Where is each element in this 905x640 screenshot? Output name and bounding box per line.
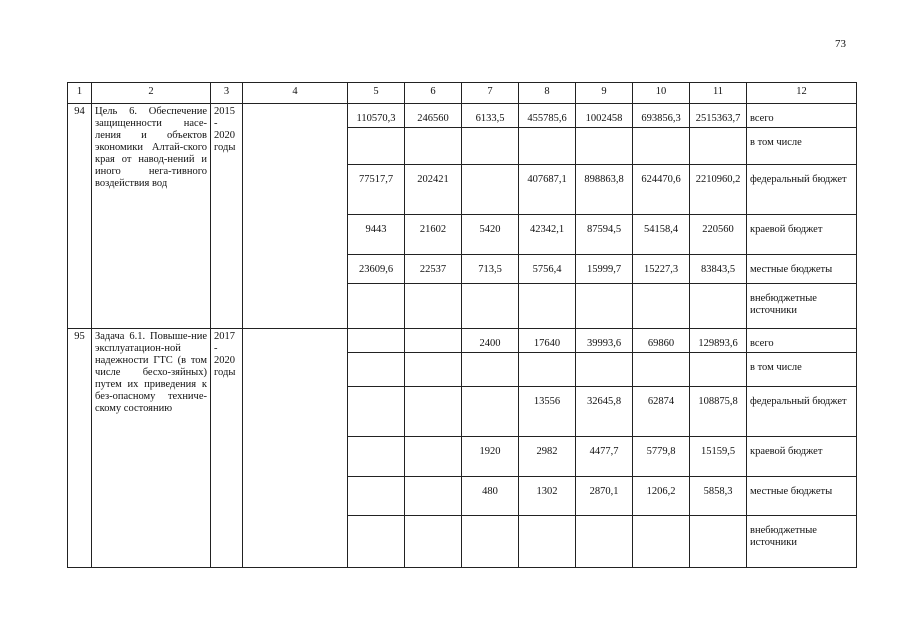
- amount-11: [690, 284, 747, 329]
- amount-10: [633, 128, 690, 165]
- period-dash: -: [214, 343, 218, 354]
- period-cell: [211, 329, 243, 568]
- amount-8: 2982: [519, 437, 576, 477]
- funding-source: краевой бюджет: [747, 437, 857, 477]
- amount-5: [348, 329, 405, 353]
- period-dash: -: [214, 118, 218, 129]
- funding-source: федеральный бюджет: [747, 387, 857, 437]
- amount-8: 407687,1: [519, 165, 576, 215]
- amount-5: [348, 128, 405, 165]
- executor-cell: [243, 329, 348, 568]
- amount-9: 15999,7: [576, 255, 633, 284]
- funding-source: всего: [747, 329, 857, 353]
- amount-9: 1002458: [576, 104, 633, 128]
- amount-6: [405, 387, 462, 437]
- amount-7: [462, 165, 519, 215]
- funding-source: внебюджетные источники: [747, 516, 857, 568]
- header-cell: 4: [243, 83, 348, 104]
- amount-8: [519, 516, 576, 568]
- amount-10: 54158,4: [633, 215, 690, 255]
- amount-6: 246560: [405, 104, 462, 128]
- amount-10: [633, 516, 690, 568]
- period-start: 2017: [214, 331, 235, 342]
- amount-6: [405, 353, 462, 387]
- amount-7: [462, 284, 519, 329]
- period-cell: [211, 104, 243, 329]
- amount-10: 15227,3: [633, 255, 690, 284]
- amount-10: 69860: [633, 329, 690, 353]
- amount-5: [348, 387, 405, 437]
- amount-5: [348, 516, 405, 568]
- amount-8: 1302: [519, 477, 576, 516]
- amount-10: [633, 284, 690, 329]
- row-number: 94: [68, 104, 92, 329]
- amount-8: 5756,4: [519, 255, 576, 284]
- funding-source: в том числе: [747, 353, 857, 387]
- amount-6: [405, 284, 462, 329]
- amount-8: 42342,1: [519, 215, 576, 255]
- amount-11: 5858,3: [690, 477, 747, 516]
- amount-10: 62874: [633, 387, 690, 437]
- amount-8: 17640: [519, 329, 576, 353]
- header-row: [68, 83, 857, 104]
- amount-6: [405, 329, 462, 353]
- amount-7: 5420: [462, 215, 519, 255]
- amount-8: [519, 128, 576, 165]
- amount-9: 32645,8: [576, 387, 633, 437]
- amount-6: 22537: [405, 255, 462, 284]
- amount-11: 2210960,2: [690, 165, 747, 215]
- amount-6: 202421: [405, 165, 462, 215]
- amount-11: 220560: [690, 215, 747, 255]
- amount-11: 83843,5: [690, 255, 747, 284]
- amount-11: 108875,8: [690, 387, 747, 437]
- amount-10: 624470,6: [633, 165, 690, 215]
- amount-10: 1206,2: [633, 477, 690, 516]
- funding-source: в том числе: [747, 128, 857, 165]
- table-row: [68, 329, 857, 353]
- amount-6: 21602: [405, 215, 462, 255]
- amount-9: 87594,5: [576, 215, 633, 255]
- funding-source: всего: [747, 104, 857, 128]
- amount-11: 129893,6: [690, 329, 747, 353]
- amount-9: [576, 284, 633, 329]
- amount-11: [690, 516, 747, 568]
- amount-9: 898863,8: [576, 165, 633, 215]
- funding-source: федеральный бюджет: [747, 165, 857, 215]
- amount-11: [690, 353, 747, 387]
- amount-7: [462, 353, 519, 387]
- amount-7: [462, 516, 519, 568]
- amount-5: 110570,3: [348, 104, 405, 128]
- activity-description: Задача 6.1. Повыше-ние эксплуатацион-ной надежности ГТС (в том числе бесхо-зяйных) путем их приведения к без-опасному техниче-скому состоянию: [92, 329, 211, 568]
- amount-6: [405, 437, 462, 477]
- period-end: 2020: [214, 130, 235, 141]
- amount-10: 5779,8: [633, 437, 690, 477]
- header-cell: 8: [519, 83, 576, 104]
- header-cell: 6: [405, 83, 462, 104]
- header-cell: 3: [211, 83, 243, 104]
- amount-8: 455785,6: [519, 104, 576, 128]
- amount-11: 15159,5: [690, 437, 747, 477]
- amount-7: [462, 128, 519, 165]
- amount-7: 713,5: [462, 255, 519, 284]
- executor-cell: [243, 104, 348, 329]
- amount-9: 4477,7: [576, 437, 633, 477]
- amount-5: 9443: [348, 215, 405, 255]
- amount-9: [576, 516, 633, 568]
- funding-source: внебюджетные источники: [747, 284, 857, 329]
- amount-7: 480: [462, 477, 519, 516]
- row-number: 95: [68, 329, 92, 568]
- amount-6: [405, 477, 462, 516]
- amount-5: 77517,7: [348, 165, 405, 215]
- amount-10: 693856,3: [633, 104, 690, 128]
- amount-9: [576, 353, 633, 387]
- activity-description: Цель 6. Обеспечение защищенности насе-ления и объектов экономики Алтай-ского края от навод-нений и иного нега-тивного воздействия вод: [92, 104, 211, 329]
- amount-7: 6133,5: [462, 104, 519, 128]
- header-cell: 1: [68, 83, 92, 104]
- budget-table: [67, 82, 857, 568]
- period-unit: годы: [214, 367, 236, 378]
- amount-5: [348, 477, 405, 516]
- funding-source: краевой бюджет: [747, 215, 857, 255]
- amount-11: [690, 128, 747, 165]
- amount-7: 2400: [462, 329, 519, 353]
- amount-7: 1920: [462, 437, 519, 477]
- amount-11: 2515363,7: [690, 104, 747, 128]
- funding-source: местные бюджеты: [747, 477, 857, 516]
- amount-6: [405, 516, 462, 568]
- amount-8: [519, 284, 576, 329]
- table-row: [68, 104, 857, 128]
- period-unit: годы: [214, 142, 236, 153]
- amount-5: 23609,6: [348, 255, 405, 284]
- header-cell: 5: [348, 83, 405, 104]
- header-cell: 9: [576, 83, 633, 104]
- amount-8: [519, 353, 576, 387]
- amount-5: [348, 437, 405, 477]
- amount-8: 13556: [519, 387, 576, 437]
- amount-9: [576, 128, 633, 165]
- amount-10: [633, 353, 690, 387]
- header-cell: 12: [747, 83, 857, 104]
- amount-6: [405, 128, 462, 165]
- header-cell: 10: [633, 83, 690, 104]
- amount-5: [348, 284, 405, 329]
- header-cell: 2: [92, 83, 211, 104]
- amount-7: [462, 387, 519, 437]
- funding-source: местные бюджеты: [747, 255, 857, 284]
- period-end: 2020: [214, 355, 235, 366]
- amount-9: 2870,1: [576, 477, 633, 516]
- period-start: 2015: [214, 106, 235, 117]
- amount-5: [348, 353, 405, 387]
- header-cell: 7: [462, 83, 519, 104]
- page-number: 73: [835, 38, 846, 50]
- amount-9: 39993,6: [576, 329, 633, 353]
- header-cell: 11: [690, 83, 747, 104]
